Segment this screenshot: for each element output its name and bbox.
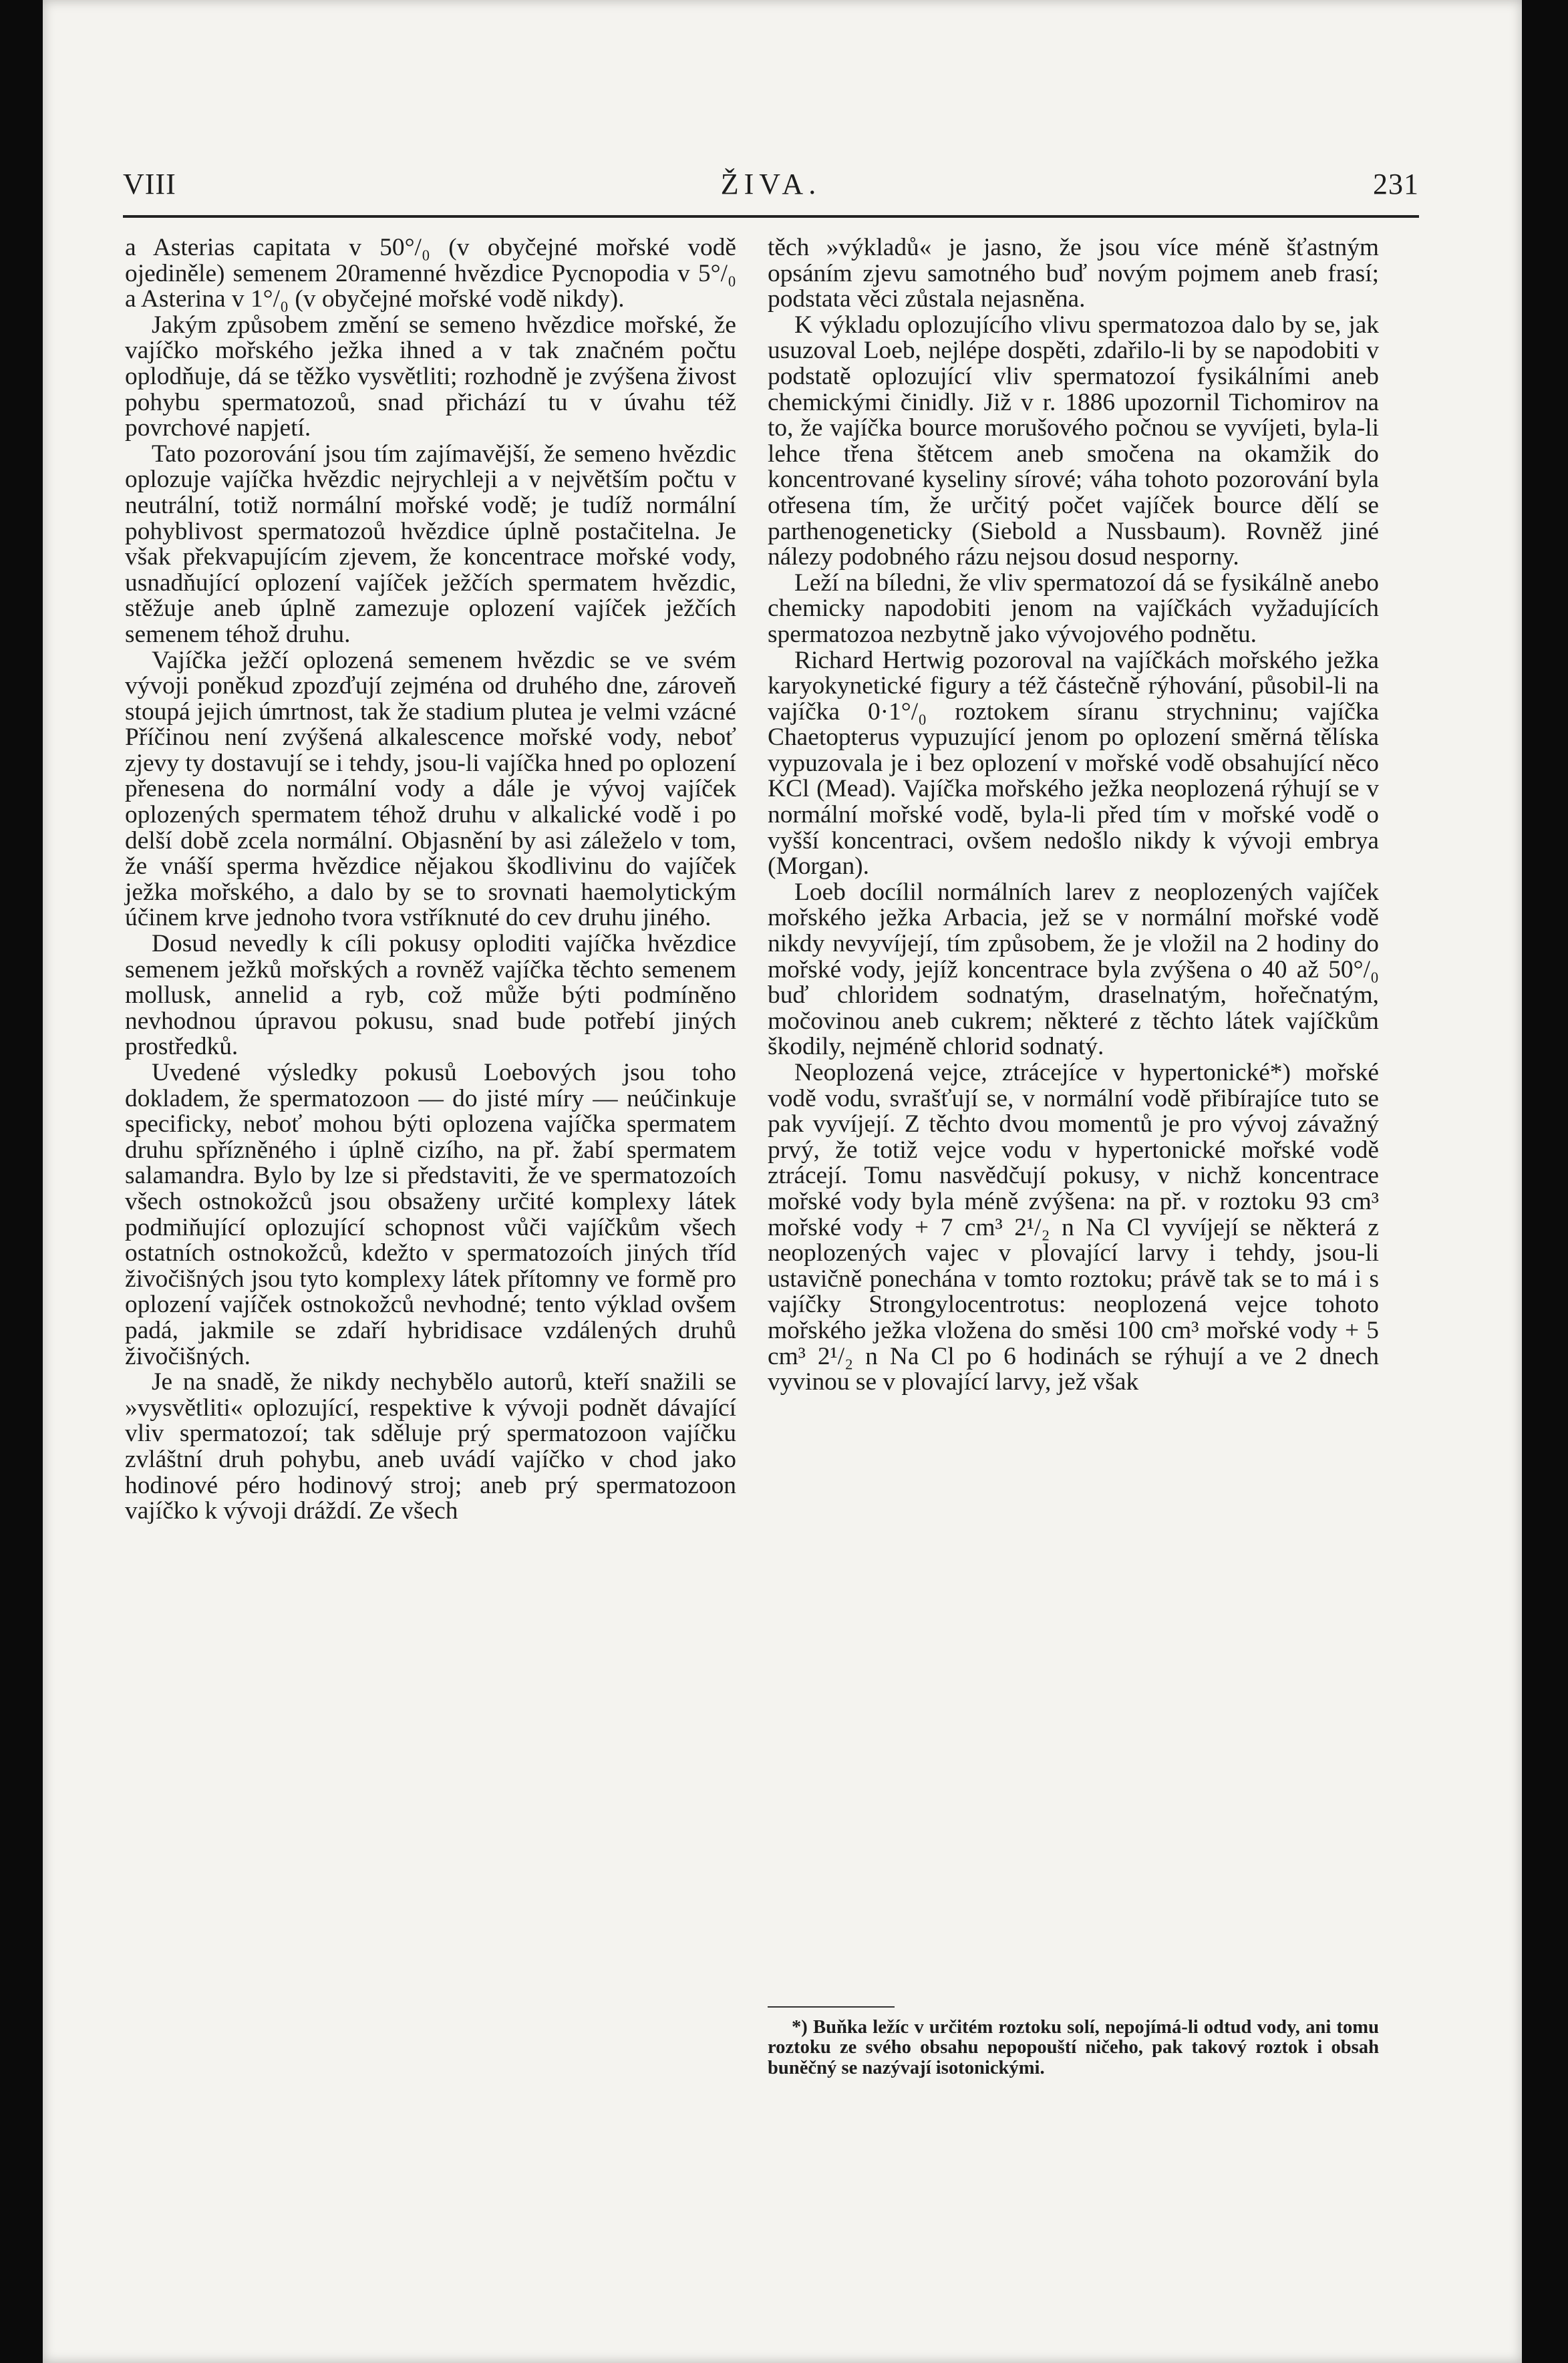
paragraph: Loeb docílil normálních larev z neoplozených vajíček mořského ježka Arbacia, jež se v normální mořské vodě nikdy nevyvíjejí, tím způsobem, že je vložil na 2 hodiny do mořské vody, jejíž koncentrace byla zvýšena o 40 až 50°/₀ buď chloridem sodnatým, draselnatým, hořečnatým, močovinou aneb cukrem; některé z těchto látek vajíčkům škodily, nejméně chlorid sodnatý. <box>768 878 1379 1061</box>
paragraph: a Asterias capitata v 50°/₀ (v obyčejné mořské vodě ojediněle) semenem 20ramenné hvězdice Pycnopodia v 5°/₀ a Asterina v 1°/₀ (v obyčejné mořské vodě nikdy). <box>125 234 736 313</box>
journal-title: ŽIVA. <box>720 168 822 200</box>
paragraph: těch »výkladů« je jasno, že jsou více méně šťastným opsáním zjevu samotného buď novým pojmem aneb frasí; podstata věci zůstala nejasněna. <box>768 234 1379 313</box>
paragraph: K výkladu oplozujícího vlivu spermatozoa dalo by se, jak usuzoval Loeb, nejlépe dospěti, zdařilo-li by se napodobiti v podstatě oplozující vliv spermatozoí fysikálními aneb chemickými činidly. Již v r. 1886 upozornil Tichomirov na to, že vajíčka bource morušového počnou se vyvíjeti, byla-li lehce třena štětcem aneb smočena na okamžik do koncentrované kyseliny sírové; váha tohoto pozorování byla otřesena tím, že určitý počet vajíček bource dělí se parthenogeneticky (Siebold a Nussbaum). Rovněž jiné nálezy podobného rázu nejsou dosud nesporny. <box>768 311 1379 571</box>
running-header <box>123 167 1419 207</box>
footnote-text: *) Buňka ležíc v určitém roztoku solí, nepojímá-li odtud vody, ani tomu roztoku ze svého obsahu nepopouští ničeho, pak takový roztok i obsah buněčný se nazývají isotonickými. <box>768 2017 1379 2078</box>
paragraph: Richard Hertwig pozoroval na vajíčkách mořského ježka karyokynetické figury a též částečně rýhování, působil-li na vajíčka 0·1°/₀ roztokem síranu strychninu; vajíčka Chaetopterus vypuzující jenom po oplození směrná tělíska vypuzovala je i bez oplození v mořské vodě obsahující něco KCl (Mead). Vajíčka mořského ježka neoplozená rýhují se v normální mořské vodě, byla-li před tím v mořské vodě o vyšší koncentraci, ovšem nedošlo nikdy k vývoji embrya (Morgan). <box>768 646 1379 881</box>
paragraph: Dosud nevedly k cíli pokusy oploditi vajíčka hvězdice semenem ježků mořských a rovněž vajíčka těchto semenem mollusk, annelid a ryb, což může býti podmíněno nevhodnou úpravou pokusu, snad bude potřebí jiných prostředků. <box>125 930 736 1061</box>
left-column <box>125 235 736 1525</box>
header-rule <box>123 215 1419 218</box>
scanned-page <box>43 0 1522 2363</box>
footnote <box>768 2018 1379 2078</box>
right-column <box>768 235 1379 1396</box>
paragraph: Uvedené výsledky pokusů Loebových jsou toho dokladem, že spermatozoon — do jisté míry — neúčinkuje specificky, neboť mohou býti oplozena vajíčka spermatem druhu spřízněného i úplně cizího, na př. žabí spermatem salamandra. Bylo by lze si představiti, že ve spermatozoích všech ostnokožců jsou obsaženy určité komplexy látek podmiňující oplozující schopnost vůči vajíčkům všech ostatních ostnokožců, kdežto v spermatozoích jiných tříd živočišných jsou tyto komplexy látek přítomny ve formě pro oplození vajíček ostnokožců nevhodné; tento výklad ovšem padá, jakmile se zdaří hybridisace vzdálených druhů živočišných. <box>125 1059 736 1370</box>
volume-number: VIII <box>123 168 176 200</box>
paragraph: Je na snadě, že nikdy nechybělo autorů, kteří snažili se »vysvětliti« oplozující, respektive k vývoji podnět dávající vliv spermatozoí; tak sděluje prý spermatozoon vajíčku zvláštní druh pohybu, aneb uvádí vajíčko v chod jako hodinové péro hodinový stroj; aneb prý spermatozoon vajíčko k vývoji dráždí. Ze všech <box>125 1368 736 1525</box>
paragraph: Neoplozená vejce, ztrácejíce v hypertonické*) mořské vodě vodu, svrašťují se, v normální vodě přibírajíce tuto se pak vyvíjejí. Z těchto dvou momentů je pro vývoj závažný prvý, že totiž vejce vodu v hypertonické mořské vodě ztrácejí. Tomu nasvědčují pokusy, v nichž koncentrace mořské vody byla méně zvýšena: na př. v roztoku 93 cm³ mořské vody + 7 cm³ 2¹/₂ n Na Cl vyvíjejí se některá z neoplozených vajec v plovající larvy i tehdy, jsou-li ustavičně ponechána v tomto roztoku; právě tak se to má i s vajíčky Strongylocentrotus: neoplozená vejce tohoto mořského ježka vložena do směsi 100 cm³ mořské vody + 5 cm³ 2¹/₂ n Na Cl po 6 hodinách se rýhují a ve 2 dnech vyvinou se v plovající larvy, jež však <box>768 1059 1379 1396</box>
page-number: 231 <box>1373 168 1419 200</box>
paragraph: Jakým způsobem změní se semeno hvězdice mořské, že vajíčko mořského ježka ihned a v tak značném počtu oplodňuje, dá se těžko vysvětliti; rozhodně je zvýšena živost pohybu spermatozoů, snad přichází tu v úvahu též povrchové napjetí. <box>125 311 736 442</box>
paragraph: Vajíčka ježčí oplozená semenem hvězdic se ve svém vývoji poněkud zpozďují zejména od druhého dne, zároveň stoupá jejich úmrtnost, tak že stadium plutea je velmi vzácné Příčinou není zvýšená alkalescence mořské vody, neboť zjevy ty dostavují se i tehdy, jsou-li vajíčka hned po oplození přenesena do normální vody a dále je vývoj vajíček oplozených spermatem téhož druhu v alkalické vodě i po delší době zcela normální. Objasnění by asi záleželo v tom, že vnáší sperma hvězdice nějakou škodlivinu do vajíček ježka mořského, a dalo by se to srovnati haemolytickým účinem krve jednoho tvora vstříknuté do cev druhu jiného. <box>125 646 736 932</box>
paragraph: Tato pozorování jsou tím zajímavější, že semeno hvězdic oplozuje vajíčka hvězdic nejrychleji a v největším počtu v neutrální, totiž normální mořské vodě; je tudíž normální pohyblivost spermatozoů hvězdice úplně postačitelna. Je však překvapujícím zjevem, že koncentrace mořské vody, usnadňující oplození vajíček ježčích spermatem hvězdic, stěžuje aneb úplně zamezuje oplození vajíček ježčích semenem téhož druhu. <box>125 440 736 648</box>
paragraph: Leží na bíledni, že vliv spermatozoí dá se fysikálně anebo chemicky napodobiti jenom na vajíčkách vyžadujících spermatozoa nezbytně jako vývojového podnětu. <box>768 569 1379 648</box>
footnote-rule <box>768 2006 895 2008</box>
